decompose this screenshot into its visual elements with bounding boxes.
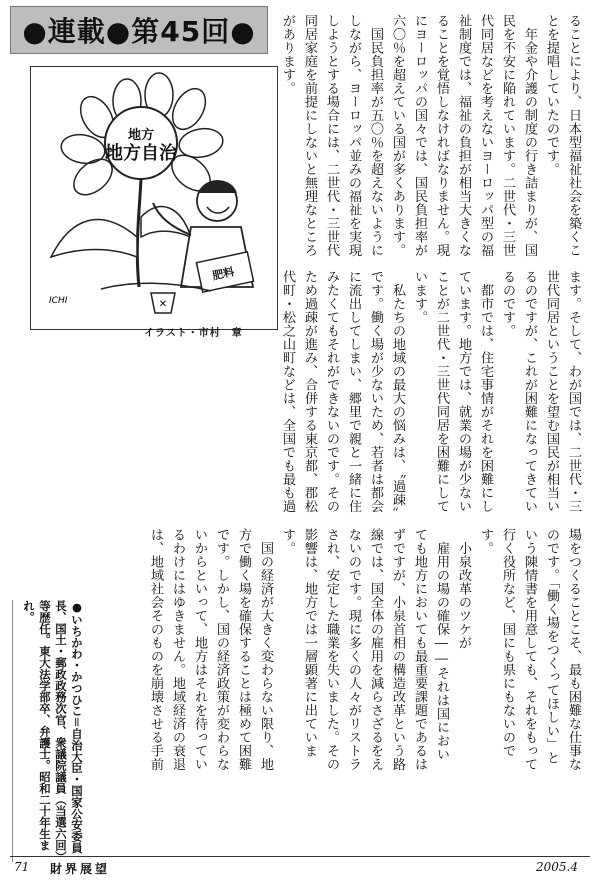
leaf-left bbox=[51, 220, 137, 257]
sign-text: 地方自治 bbox=[105, 143, 177, 164]
article-text-top: ることにより、日本型福祉社会を築くことを提唱していたのです。 年金や介護の制度の行き詰まりが、国民を不安に陥れています。二世代・三世代同居などを考えないヨーロッパ型の福祉制度では、福祉の負担が相当大きくなることを覚悟しなければなりません。現にヨーロッパの国々では、国民負担率が六〇％を超えている国が多くあります。 国民負担率が五〇％を超えないようにしながら、ヨーロッパ並みの福祉を実現しようとする場合には、二世代・三世代同居家庭を前提にしないと無理なところがあります。 bbox=[280, 14, 581, 257]
author-bio: ●いちかわ・かつひこ＝自治大臣・国家公安委員長、国土・郵政政務次官、衆議院議員（当選六回）等歴任。東大法学部卒、弁護士。昭和二十年生まれ。 bbox=[12, 600, 85, 862]
footer-rule bbox=[10, 856, 590, 857]
article-text-bottom: 場をつくることこそ、最も困難な仕事なのです。「働く場をつくってほしい」という陳情書を用意しても、それをもって行く役所など、国にも県にもないのです。 小泉改革のツケが 雇用の場の確保――それは国においても地方においても最重要課題であるはずですが、小泉首相の構造改革という路線では、国全体の雇用を減らさざるをえないのです。現に多くの人々がリストラされ、安定した職業を失いました。その影響は、地方では一層顕著に出ています。 国の経済が大きく変わらない限り、地方で働く場を確保することは極めて困難です。しかし、国の経済政策が変わらないからといって、地方はそれを待っているわけにはゆきません。地域経済の衰退は、地域社会そのものを崩壊させる手前 bbox=[148, 528, 581, 771]
magazine-title: 財界展望 bbox=[50, 862, 111, 876]
person-hair bbox=[199, 180, 237, 193]
illustration-credit: イラスト・市村 章 bbox=[144, 328, 243, 339]
bag-label: 肥料 bbox=[211, 265, 236, 283]
series-header bbox=[10, 6, 268, 54]
page-footer bbox=[0, 858, 600, 880]
sign-text-top: 地方 bbox=[127, 128, 155, 143]
issue-date: 2005.4 bbox=[536, 860, 578, 874]
series-label: ●連載●第45回● bbox=[22, 15, 256, 48]
cartoon-illustration bbox=[31, 67, 277, 329]
artist-signature: ICHI bbox=[49, 296, 68, 306]
svg-text:✕: ✕ bbox=[158, 299, 168, 310]
article-text-middle: ます。そして、わが国では、二世代・三世代同居ということを望む国民が相当いるのですが、これが困難になってきているのです。 都市では、住宅事情がそれを困難にしています。地方では、就業の場が少ないことが二世代・三世代同居を困難にしています。 私たちの地域の最大の悩みは、〝過疎〟です。働く場が少ないため、若者は都会に流出してしまい、郷里で親と一緒に住みたくてもそれができないのです。そのため過疎が進み、合併する東京都、郡松代町・松之山町などは、全国でも最も過 bbox=[280, 270, 581, 514]
illustration bbox=[30, 66, 278, 330]
page-number: 71 bbox=[14, 860, 30, 874]
